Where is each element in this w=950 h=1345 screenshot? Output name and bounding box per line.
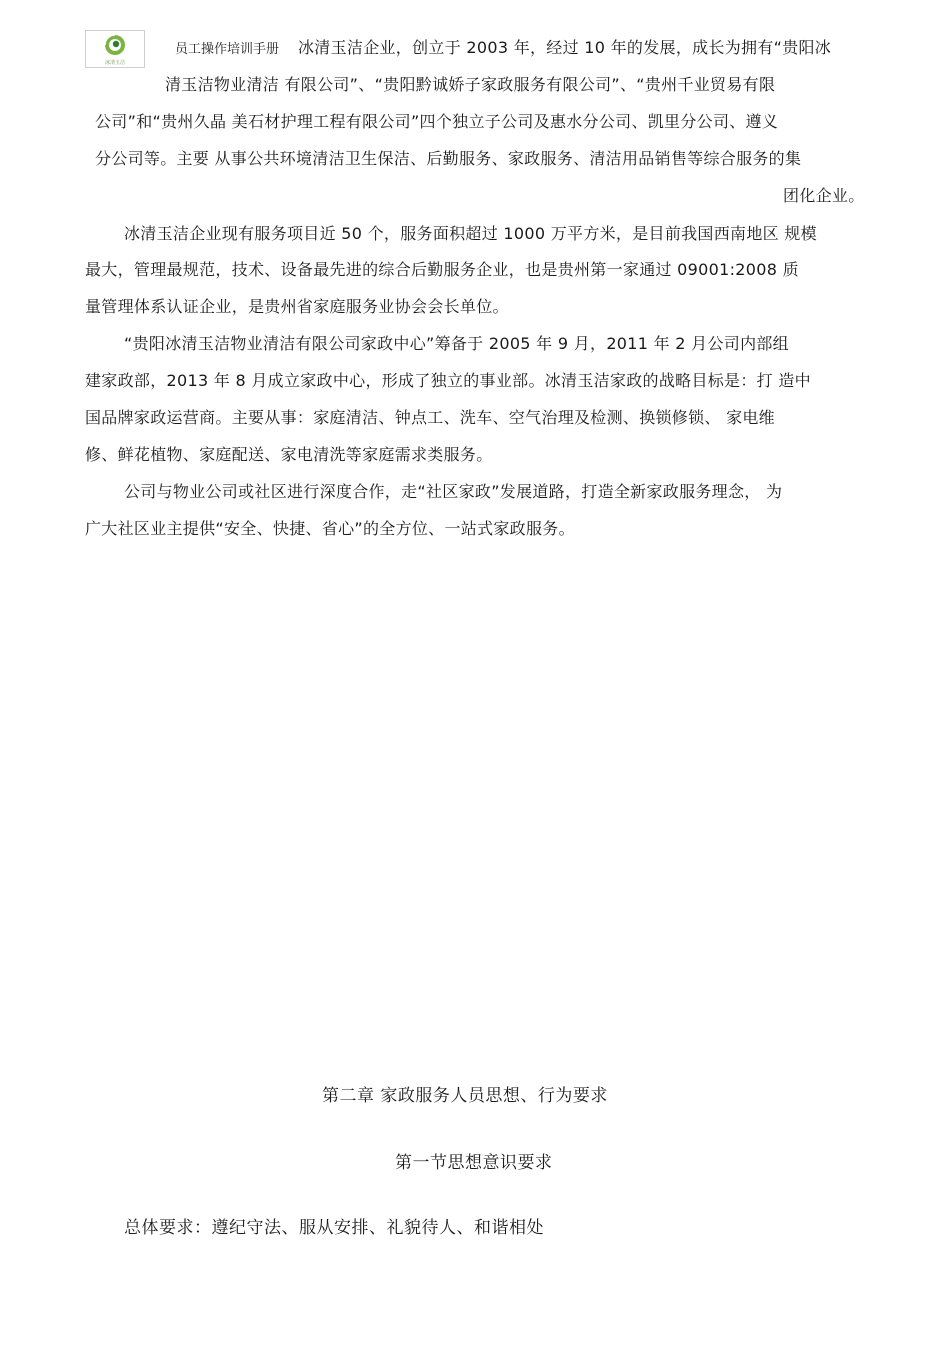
company-logo [85,30,145,68]
center-line: “贵阳冰清玉洁物业清洁有限公司家政中心”筹备于 2005 年 9 月，2011 年 2 月公司内部组 [124,334,789,353]
scale-line: 最大，管理最规范，技术、设备最先进的综合后勤服务企业，也是贵州第一家通过 09001:2008 质 [85,260,799,279]
section-title: 第一节思想意识要求 [395,1153,553,1173]
community-line: 广大社区业主提供“安全、快捷、省心”的全方位、一站式家政服务。 [85,519,575,538]
center-line: 建家政部，2013 年 8 月成立家政中心，形成了独立的事业部。冰清玉洁家政的战略目标是：打 造中 [85,371,811,390]
intro-line: 团化企业。 [783,186,865,205]
community-line: 公司与物业公司或社区进行深度合作，走“社区家政”发展道路，打造全新家政服务理念， 为 [124,482,783,501]
manual-header-label: 员工操作培训手册 [175,42,280,57]
scale-line: 量管理体系认证企业，是贵州省家庭服务业协会会长单位。 [85,297,509,316]
logo-caption: 冰清玉洁 [104,60,125,66]
chapter-title: 第二章 家政服务人员思想、行为要求 [322,1086,608,1106]
center-line: 国品牌家政运营商。主要从事：家庭清洁、钟点工、洗车、空气治理及检测、换锁修锁、 家电维 [85,408,775,427]
center-line: 修、鲜花植物、家庭配送、家电清洗等家庭需求类服务。 [85,445,493,464]
intro-line: 清玉洁物业清洁 有限公司”、“贵阳黔诚娇子家政服务有限公司”、“贵州千业贸易有限 [165,75,776,94]
intro-line: 冰清玉洁企业，创立于 2003 年，经过 10 年的发展，成长为拥有“贵阳冰 [298,38,832,57]
intro-line: 公司”和“贵州久晶 美石材护理工程有限公司”四个独立子公司及惠水分公司、凯里分公司、遵义 [95,112,779,131]
general-requirement: 总体要求：遵纪守法、服从安排、礼貌待人、和谐相处 [124,1218,544,1238]
intro-line: 分公司等。主要 从事公共环境清洁卫生保洁、后勤服务、家政服务、清洁用品销售等综合服务的集 [95,149,802,168]
scale-line: 冰清玉洁企业现有服务项目近 50 个，服务面积超过 1000 万平方米，是目前我国西南地区 规模 [124,224,817,243]
